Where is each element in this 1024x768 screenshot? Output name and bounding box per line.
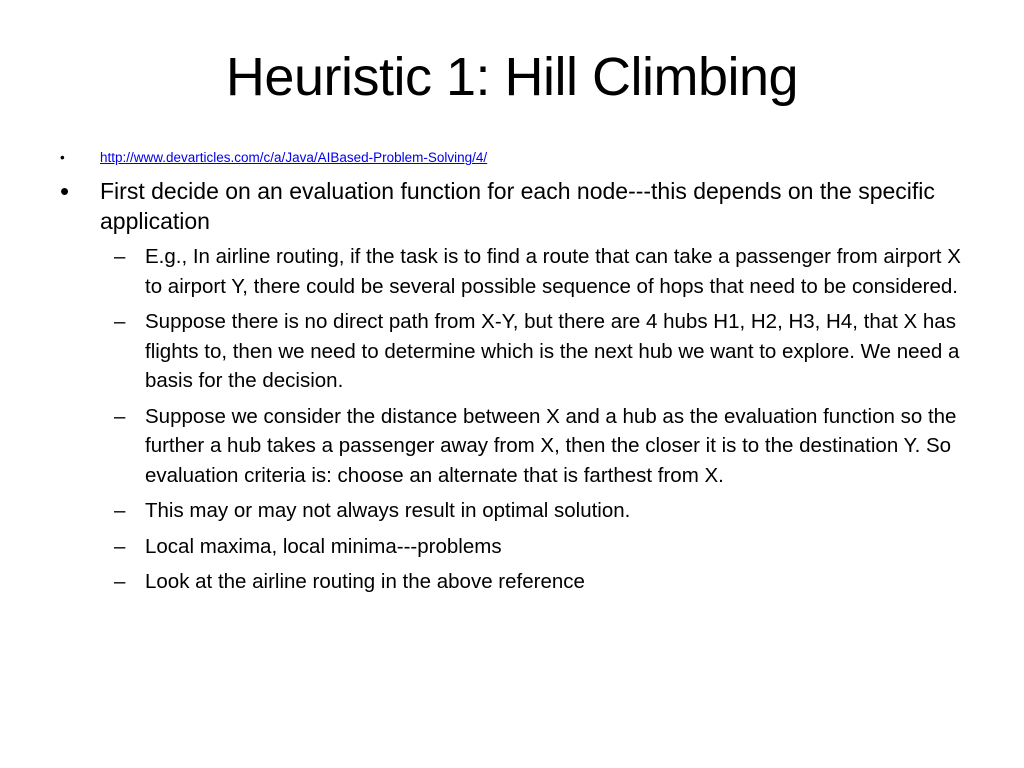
dash-marker: – bbox=[114, 245, 126, 268]
main-point-text: First decide on an evaluation function for each node---this depends on the specific application bbox=[100, 178, 935, 234]
subpoint-text: Local maxima, local minima---problems bbox=[145, 534, 502, 558]
reference-bullet-item bbox=[58, 146, 970, 170]
slide-title: Heuristic 1: Hill Climbing bbox=[225, 47, 799, 107]
dash-marker: – bbox=[114, 570, 126, 593]
dash-marker: – bbox=[114, 404, 126, 428]
bullet-marker: • bbox=[60, 176, 70, 206]
dash-marker: – bbox=[114, 534, 126, 558]
subpoint-item bbox=[58, 532, 970, 562]
subpoint-text: Suppose we consider the distance between X and a hub as the evaluation function so the further a hub takes a passenger away from X, then the closer it is to the destination Y. So evaluation criteria is: choose an alternate that is farthest from X. bbox=[145, 404, 957, 487]
subpoint-item bbox=[58, 402, 970, 491]
main-point-item bbox=[58, 176, 970, 236]
subpoint-item bbox=[58, 307, 970, 396]
bullet-marker: • bbox=[60, 150, 65, 165]
slide-body bbox=[58, 146, 970, 603]
subpoint-item bbox=[58, 496, 970, 526]
dash-marker: – bbox=[114, 499, 126, 522]
subpoint-text: Suppose there is no direct path from X-Y, but there are 4 hubs H1, H2, H3, H4, that X has flights to, then we need to determine which is the next hub we want to explore. We need a basis for the decision. bbox=[145, 310, 960, 392]
reference-link[interactable]: http://www.devarticles.com/c/a/Java/AIBased-Problem-Solving/4/ bbox=[100, 150, 488, 165]
subpoint-text: This may or may not always result in optimal solution. bbox=[145, 499, 631, 522]
subpoint-text: E.g., In airline routing, if the task is to find a route that can take a passenger from airport X to airport Y, there could be several possible sequence of hops that need to be considered. bbox=[145, 245, 961, 298]
subpoint-item bbox=[58, 567, 970, 597]
subpoint-item bbox=[58, 242, 970, 301]
dash-marker: – bbox=[114, 310, 126, 333]
subpoint-text: Look at the airline routing in the above reference bbox=[145, 570, 585, 593]
